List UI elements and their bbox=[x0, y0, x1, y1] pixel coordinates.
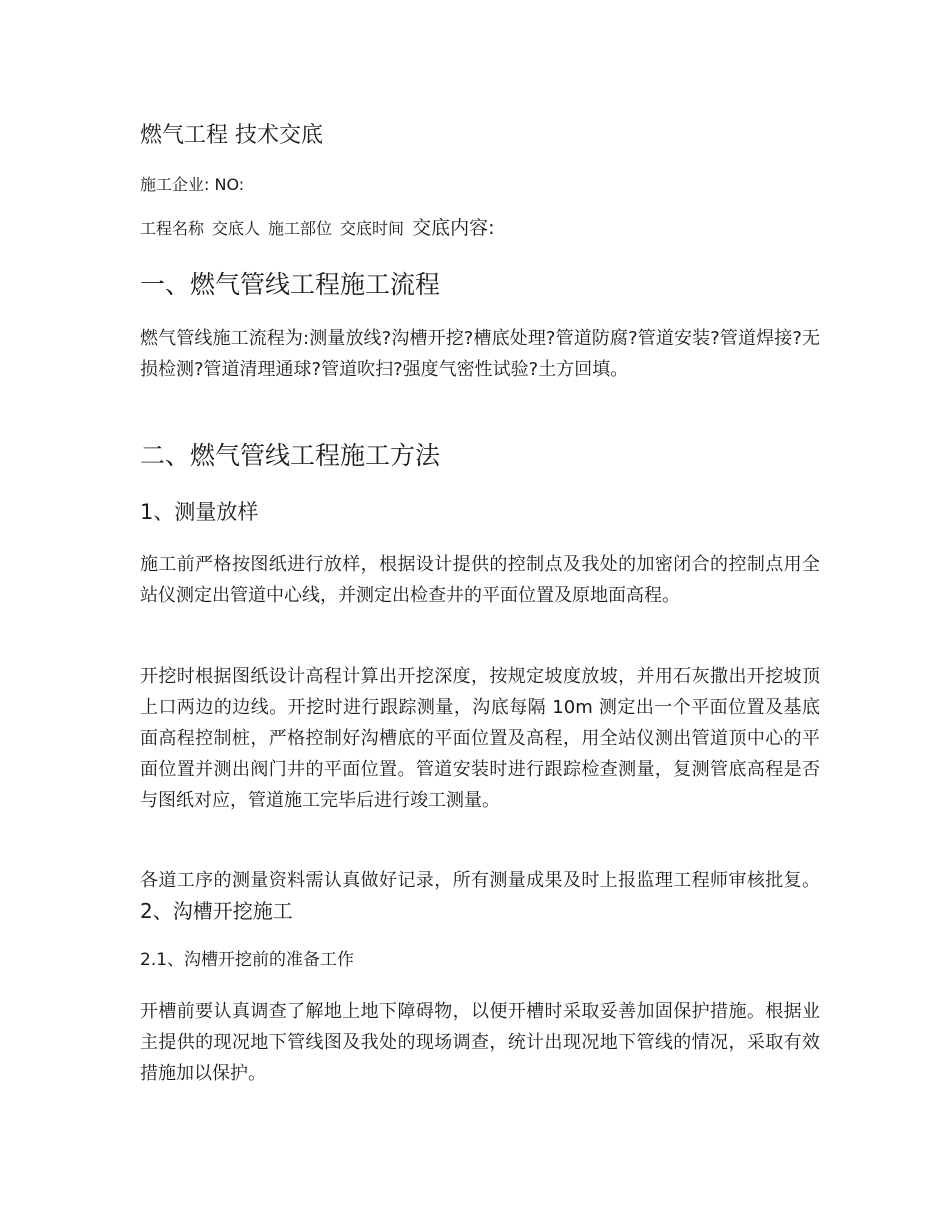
subsection-trench-prep-heading: 2.1、沟槽开挖前的准备工作 bbox=[140, 950, 355, 970]
company-line bbox=[140, 173, 244, 197]
trench-prep-paragraph: 开槽前要认真调查了解地上地下障碍物，以便开槽时采取妥善加固保护措施。根据业主提供的现况地下管线图及我处的现场调查，统计出现况地下管线的情况，采取有效措施加以保护。 bbox=[140, 1001, 820, 1084]
handover-person-label: 交底人 bbox=[212, 219, 261, 238]
survey-paragraph-1: 施工前严格按图纸进行放样，根据设计提供的控制点及我处的加密闭合的控制点用全站仪测定出管道中心线，并测定出检查井的平面位置及原地面高程。 bbox=[140, 554, 820, 606]
project-name-label: 工程名称 bbox=[140, 219, 205, 238]
handover-time-label: 交底时间 bbox=[340, 219, 405, 238]
survey-paragraph-3-text: 各道工序的测量资料需认真做好记录，所有测量成果及时上报监理工程师审核批复。 bbox=[140, 870, 820, 891]
construction-part-label: 施工部位 bbox=[268, 219, 333, 238]
subsection-trench-heading: 2、沟槽开挖施工 bbox=[140, 899, 293, 923]
section-2-heading: 二、燃气管线工程施工方法 bbox=[140, 441, 441, 470]
subsection-survey-heading: 1、测量放样 bbox=[140, 500, 259, 524]
company-label: 施工企业: NO: bbox=[140, 175, 245, 194]
meta-fields-line bbox=[140, 216, 494, 241]
construction-flow-paragraph: 燃气管线施工流程为:测量放线?沟槽开挖?槽底处理?管道防腐?管道安装?管道焊接?无损检测?管道清理通球?管道吹扫?强度气密性试验?土方回填。 bbox=[140, 328, 820, 380]
section-1-heading: 一、燃气管线工程施工流程 bbox=[140, 270, 441, 299]
document-title: 燃气工程 技术交底 bbox=[140, 123, 323, 148]
survey-paragraph-2: 开挖时根据图纸设计高程计算出开挖深度，按规定坡度放坡，并用石灰撒出开挖坡顶上口两边的边线。开挖时进行跟踪测量，沟底每隔 10m 测定出一个平面位置及基底面高程控制桩，严格控制好沟槽底的平面位置及高程，用全站仪测出管道顶中心的平面位置并测出阀门井的平面位置。管道安装时进行跟踪检查测量，复测管底高程是否与图纸对应，管道施工完毕后进行竣工测量。 bbox=[140, 666, 820, 811]
content-label: 交底内容: bbox=[412, 217, 495, 239]
survey-paragraph-3 bbox=[140, 865, 820, 928]
